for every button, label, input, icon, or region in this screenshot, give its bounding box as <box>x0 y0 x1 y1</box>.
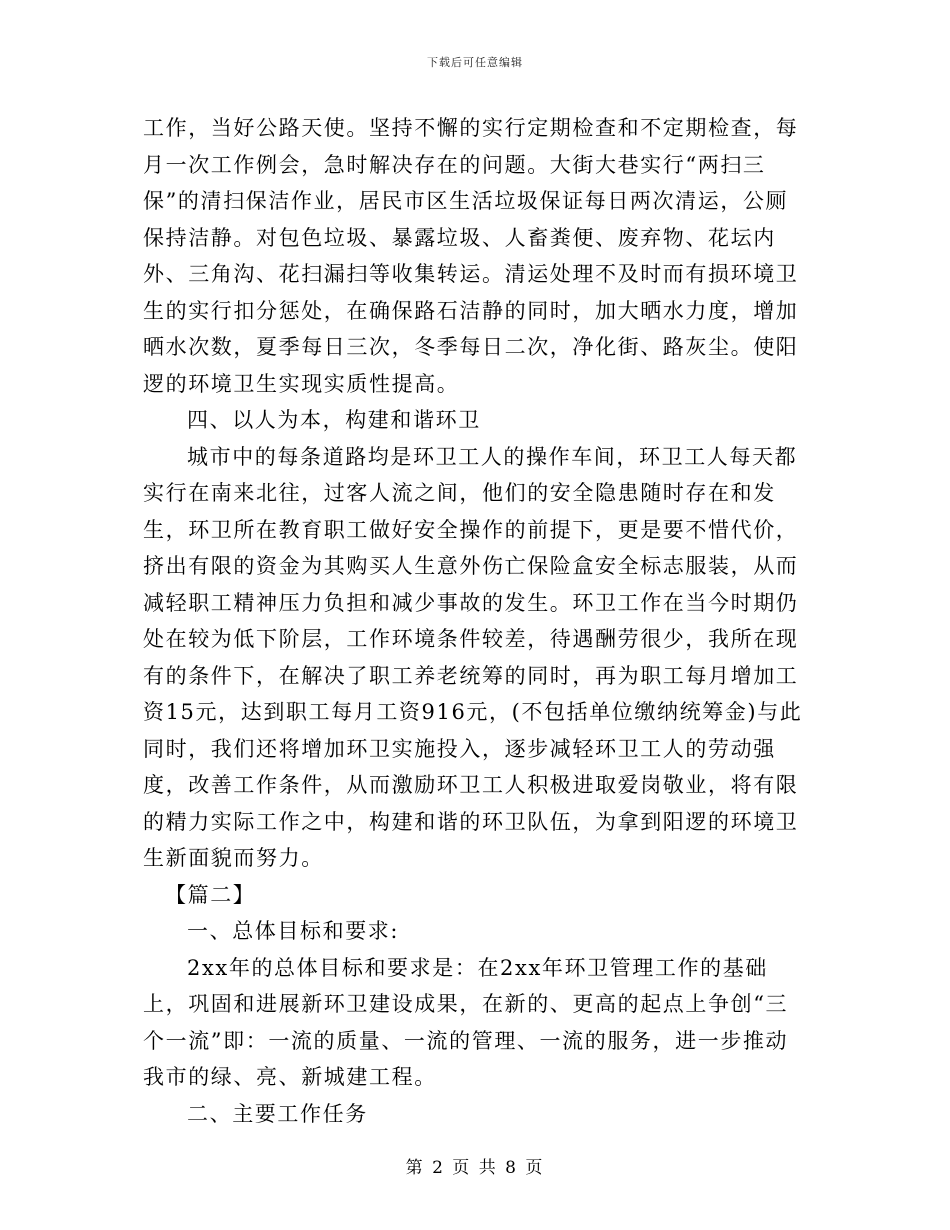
section-heading-two: 二、主要工作任务 <box>187 1101 368 1126</box>
chapter-heading-two: 【篇二】 <box>165 882 256 907</box>
document-body <box>143 110 807 1132</box>
page-footer: 第 2 页 共 8 页 <box>405 1158 545 1178</box>
paragraph-safety: 城市中的每条道路均是环卫工人的操作车间，环卫工人每天都实行在南来北往，过客人流之间，他们的安全隐患随时存在和发生，环卫所在教育职工做好安全操作的前提下，更是要不惜代价，挤出有限的资金为其购买人生意外伤亡保险盒安全标志服装，从而减轻职工精神压力负担和减少事故的发生。环卫工作在当今时期仍处在较为低下阶层，工作环境条件较差，待遇酬劳很少，我所在现有的条件下，在解决了职工养老统筹的同时，再为职工每月增加工资15元，达到职工每月工资916元，(不包括单位缴纳统筹金)与此同时，我们还将增加环卫实施投入，逐步减轻环卫工人的劳动强度，改善工作条件，从而激励环卫工人积极进取爱岗敬业，将有限的精力实际工作之中，构建和谐的环卫队伍，为拿到阳逻的环境卫生新面貌而努力。 <box>143 444 803 870</box>
paragraph-work-continuation: 工作，当好公路天使。坚持不懈的实行定期检查和不定期检查，每月一次工作例会，急时解决存在的问题。大街大巷实行“两扫三保”的清扫保洁作业，居民市区生活垃圾保证每日两次清运，公厕保持洁静。对包色垃圾、暴露垃圾、人畜粪便、废弃物、花坛内外、三角沟、花扫漏扫等收集转运。清运处理不及时而有损环境卫生的实行扣分惩处，在确保路石洁静的同时，加大晒水力度，增加晒水次数，夏季每日三次，冬季每日二次，净化街、路灰尘。使阳逻的环境卫生实现实质性提高。 <box>143 116 799 396</box>
section-heading-one: 一、总体目标和要求: <box>187 919 400 943</box>
paragraph-goals: 2xx年的总体目标和要求是：在2xx年环卫管理工作的基础上，巩固和进展新环卫建设成果，在新的、更高的起点上争创“三个一流”即：一流的质量、一流的管理、一流的服务，进一步推动我市的绿、亮、新城建工程。 <box>143 955 789 1089</box>
section-heading-four: 四、以人为本，构建和谐环卫 <box>187 408 481 432</box>
page-header: 下载后可任意编辑 <box>427 56 523 69</box>
